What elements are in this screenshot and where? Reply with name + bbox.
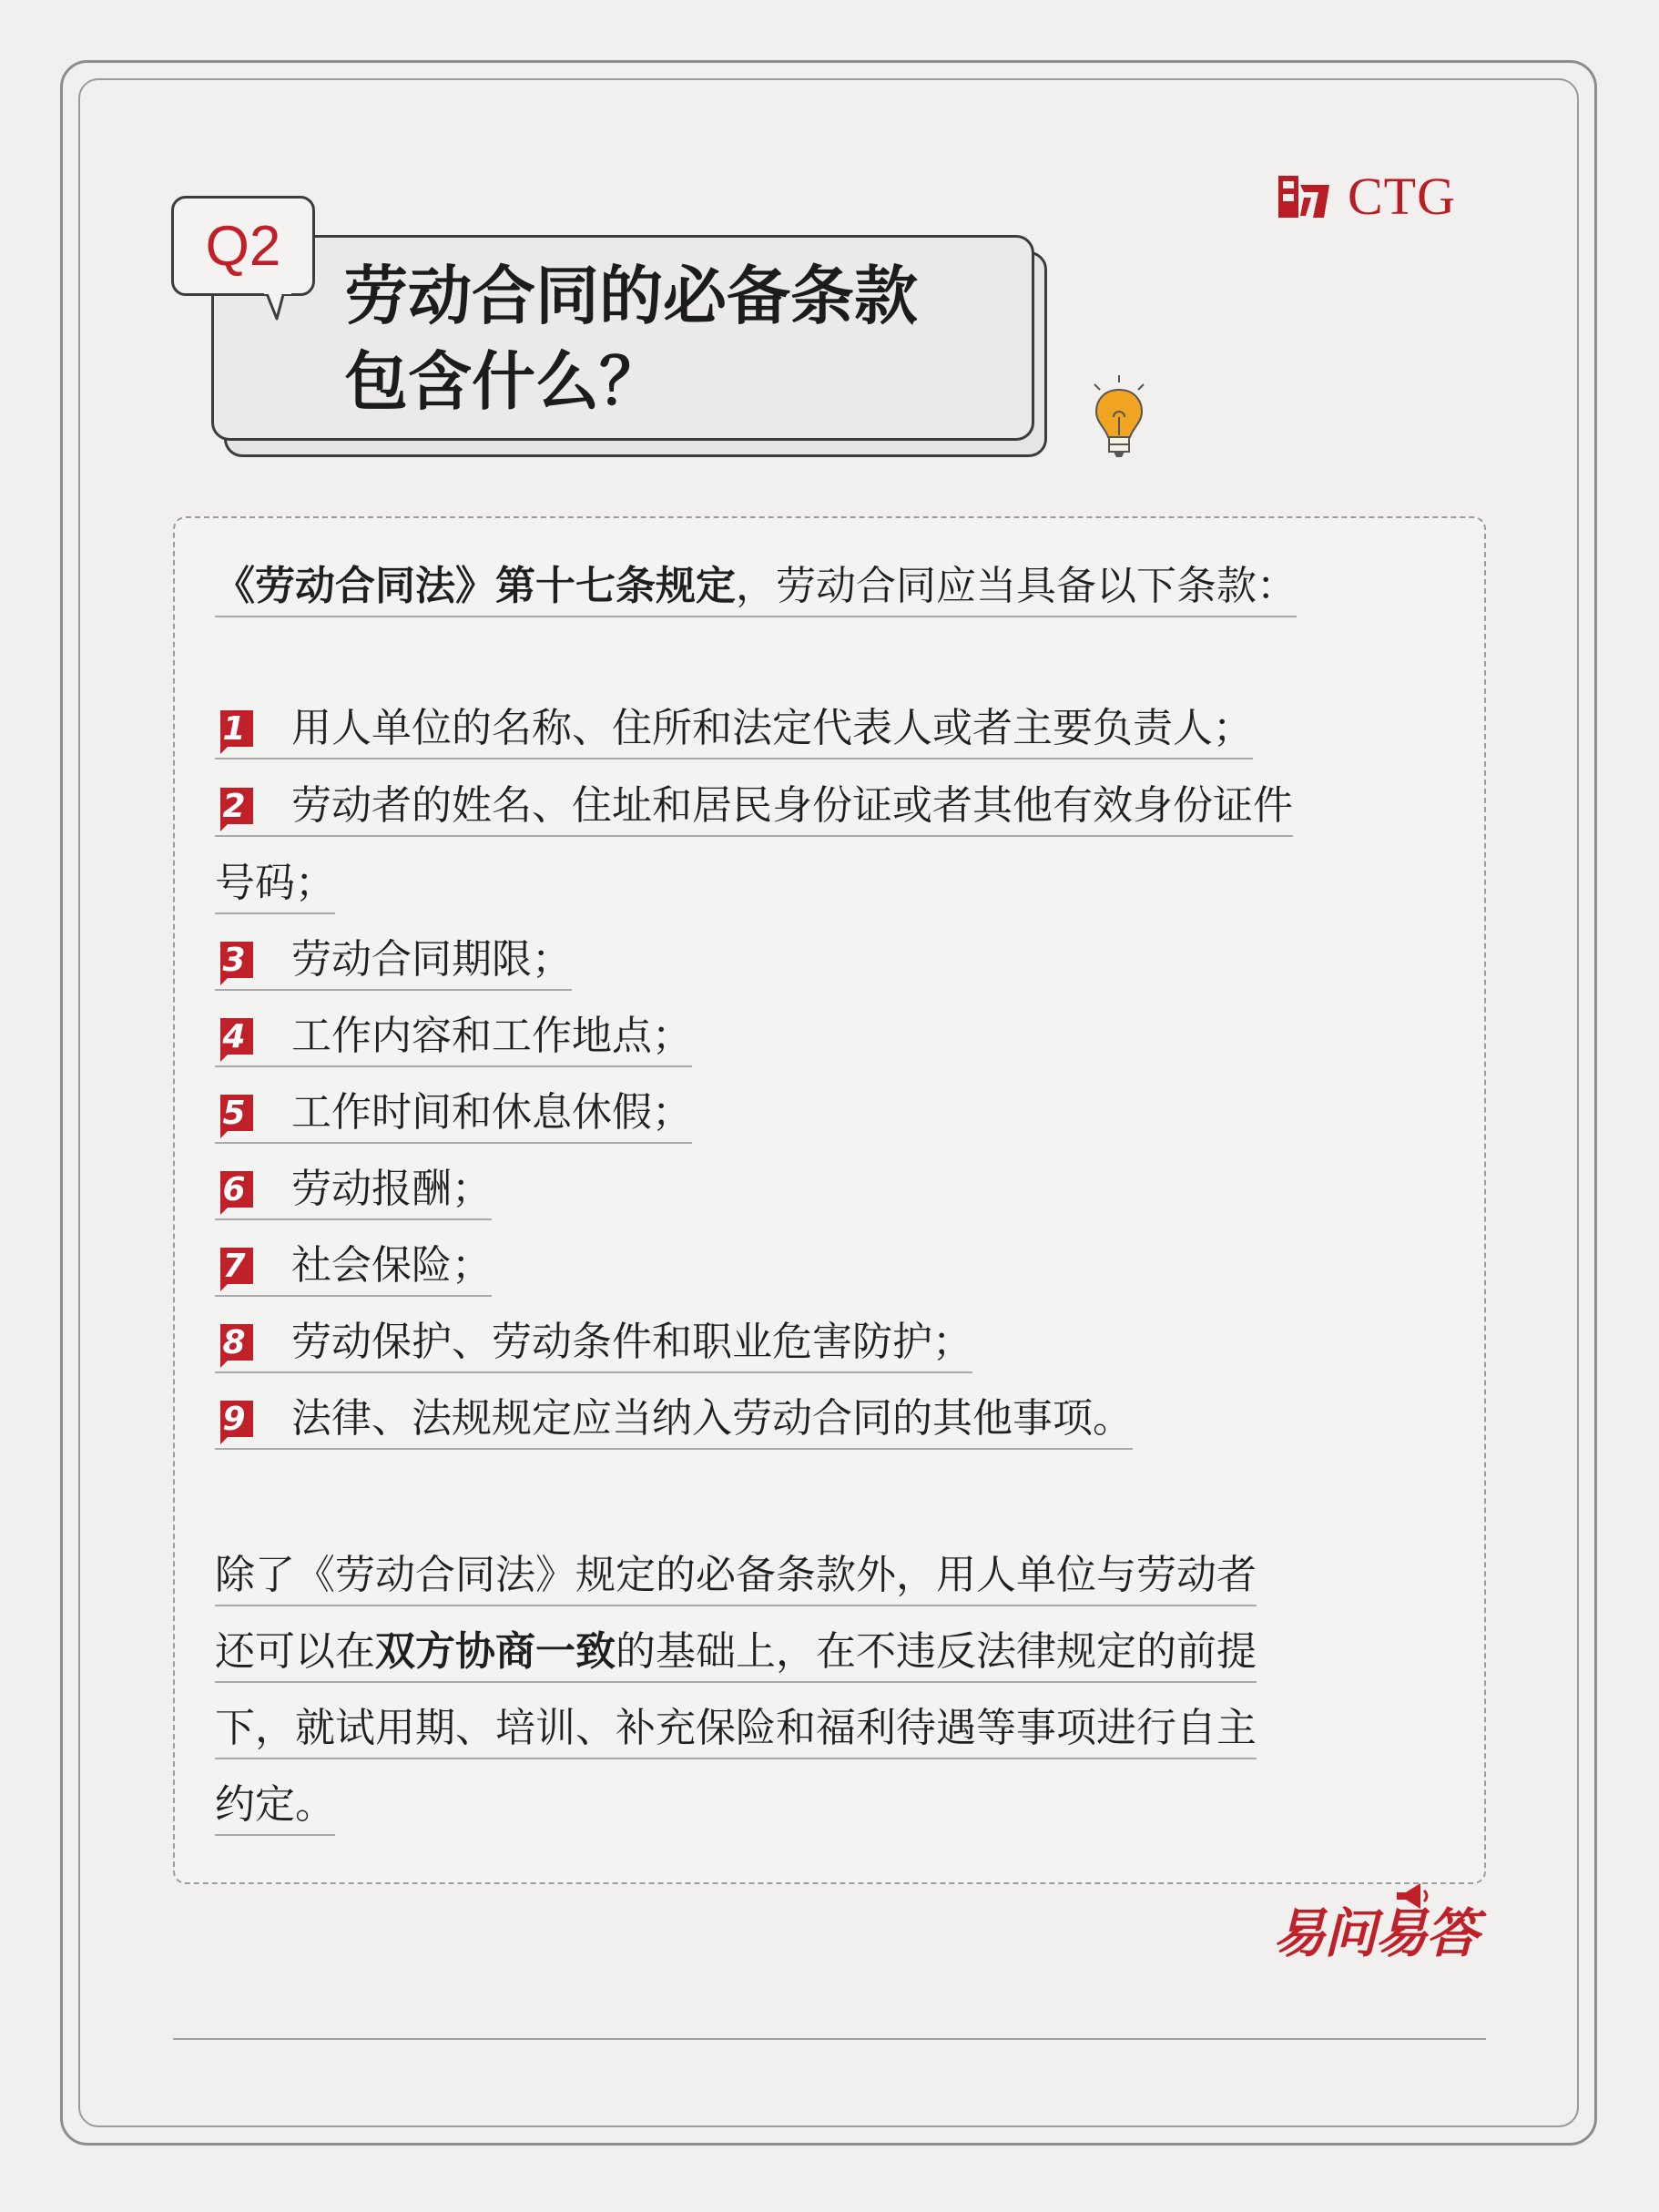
list-item <box>215 933 572 991</box>
list-item-text: 法律、法规规定应当纳入劳动合同的其他事项。 <box>291 1395 1133 1442</box>
intro-rest: ，劳动合同应当具备以下条款： <box>736 563 1297 609</box>
ctg-logo-mark-icon <box>1277 172 1331 221</box>
list-item-text: 劳动合同期限； <box>291 936 572 983</box>
closing-line-2 <box>215 1625 1257 1683</box>
closing-line-1: 除了《劳动合同法》规定的必备条款外，用人单位与劳动者 <box>215 1548 1257 1606</box>
list-item <box>215 1162 492 1220</box>
list-item-text: 工作内容和工作地点； <box>291 1013 692 1059</box>
closing-line-4: 约定。 <box>215 1778 335 1836</box>
list-item <box>215 1239 492 1297</box>
list-item <box>215 1009 692 1067</box>
item-number: 8 <box>222 1324 246 1361</box>
item-number: 2 <box>222 788 246 825</box>
item-number: 9 <box>222 1401 246 1438</box>
title-line-2: 包含什么？ <box>344 344 663 419</box>
footer-brand-text: 易问易答 <box>1273 1902 1478 1964</box>
lightbulb-icon <box>1089 373 1149 461</box>
list-item-text: 劳动报酬； <box>291 1166 492 1212</box>
list-item-text: 劳动者的姓名、住址和居民身份证或者其他有效身份证件 <box>291 782 1293 829</box>
item-number: 4 <box>222 1018 246 1055</box>
list-item-text: 用人单位的名称、住所和法定代表人或者主要负责人； <box>291 705 1253 751</box>
ctg-logo <box>1277 169 1456 224</box>
closing-line-2-bold: 双方协商一致 <box>375 1628 616 1675</box>
speech-tail-icon <box>264 291 297 324</box>
list-item-text: 劳动保护、劳动条件和职业危害防护； <box>291 1319 972 1365</box>
closing-line-2-post: 的基础上，在不违反法律规定的前提 <box>616 1628 1257 1675</box>
item-number: 7 <box>222 1248 246 1285</box>
item-number: 5 <box>222 1095 246 1132</box>
list-item <box>215 1086 692 1144</box>
list-item <box>215 1391 1133 1450</box>
bottom-divider <box>173 2038 1486 2040</box>
ctg-logo-text: CTG <box>1348 167 1456 226</box>
item-number: 1 <box>222 710 246 748</box>
intro-bold: 《劳动合同法》第十七条规定 <box>215 563 736 609</box>
title-line-1: 劳动合同的必备条款 <box>344 259 918 333</box>
list-item <box>215 779 1293 837</box>
list-item-text: 社会保险； <box>291 1242 492 1289</box>
question-badge <box>171 196 315 296</box>
list-item <box>215 1315 972 1373</box>
closing-line-2-pre: 还可以在 <box>215 1628 375 1675</box>
footer-brand-logo <box>1273 1881 1488 1969</box>
list-item <box>215 701 1253 759</box>
closing-line-3: 下，就试用期、培训、补充保险和福利待遇等事项进行自主 <box>215 1701 1257 1759</box>
item-number: 3 <box>222 942 246 979</box>
page-title <box>344 253 1000 424</box>
list-item-text: 工作时间和休息休假； <box>291 1089 692 1136</box>
question-badge-label: Q2 <box>205 214 281 278</box>
list-item-continuation: 号码； <box>215 856 335 914</box>
item-number: 6 <box>222 1171 246 1208</box>
intro-line <box>215 559 1297 617</box>
